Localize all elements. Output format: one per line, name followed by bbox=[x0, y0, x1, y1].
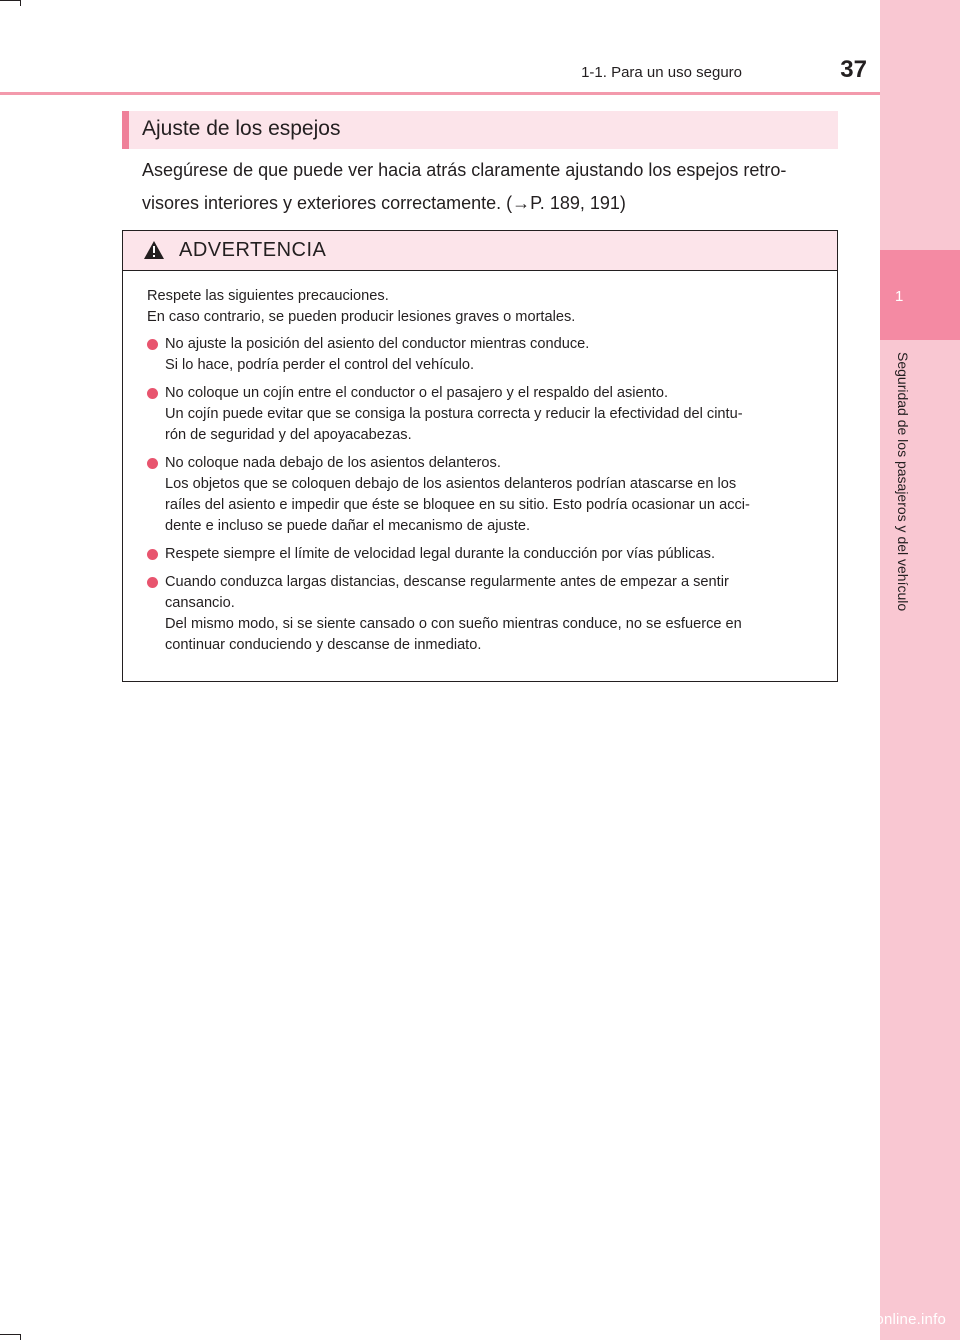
warning-intro-line: Respete las siguientes precauciones. bbox=[147, 288, 389, 304]
chapter-tab bbox=[880, 250, 960, 340]
warning-bullet bbox=[147, 572, 830, 656]
warning-bullet bbox=[147, 453, 830, 537]
bullet-line: Respete siempre el límite de velocidad legal durante la conducción por vías públicas. bbox=[165, 546, 716, 562]
chapter-title: Seguridad de los pasajeros y del vehículo bbox=[895, 352, 911, 612]
section-heading bbox=[122, 111, 838, 149]
intro-line: visores interiores y exteriores correctamente. (→P. 189, 191) bbox=[142, 193, 626, 213]
bullet-dot-icon bbox=[147, 388, 158, 399]
section-heading-bar bbox=[122, 111, 129, 149]
warning-body bbox=[147, 286, 830, 663]
side-band bbox=[880, 0, 960, 1340]
crop-mark bbox=[20, 1334, 21, 1340]
bullet-line: Los objetos que se coloquen debajo de los asientos delanteros podrían atascarse en los bbox=[165, 476, 737, 492]
bullet-line: Cuando conduzca largas distancias, descanse regularmente antes de empezar a sentir bbox=[165, 574, 729, 590]
page-number: 37 bbox=[840, 56, 867, 83]
section-title: Ajuste de los espejos bbox=[142, 117, 341, 140]
bullet-line: No ajuste la posición del asiento del conductor mientras conduce. bbox=[165, 336, 590, 352]
warning-title: ADVERTENCIA bbox=[179, 239, 327, 261]
bullet-dot-icon bbox=[147, 577, 158, 588]
warning-header bbox=[123, 231, 837, 271]
warning-triangle-icon bbox=[143, 240, 165, 260]
crop-mark bbox=[20, 0, 21, 6]
chapter-number: 1 bbox=[895, 288, 904, 305]
bullet-line: Si lo hace, podría perder el control del vehículo. bbox=[165, 357, 475, 373]
warning-bullet bbox=[147, 544, 830, 565]
crop-mark bbox=[0, 0, 20, 1]
warning-box bbox=[122, 230, 838, 682]
bullet-line: No coloque nada debajo de los asientos delanteros. bbox=[165, 455, 501, 471]
warning-intro bbox=[147, 286, 830, 328]
bullet-line: continuar conduciendo y descanse de inmediato. bbox=[165, 637, 482, 653]
bullet-dot-icon bbox=[147, 339, 158, 350]
crop-mark bbox=[0, 1334, 20, 1335]
bullet-line: raíles del asiento e impedir que éste se bloquee en su sitio. Esto podría ocasionar un acci- bbox=[165, 497, 750, 513]
bullet-line: No coloque un cojín entre el conductor o el pasajero y el respaldo del asiento. bbox=[165, 385, 668, 401]
bullet-line: cansancio. bbox=[165, 595, 235, 611]
bullet-line: Del mismo modo, si se siente cansado o con sueño mientras conduce, no se esfuerce en bbox=[165, 616, 742, 632]
bullet-line: rón de seguridad y del apoyacabezas. bbox=[165, 427, 412, 443]
bullet-line: dente e incluso se puede dañar el mecanismo de ajuste. bbox=[165, 518, 531, 534]
warning-bullet bbox=[147, 383, 830, 446]
watermark-text: carmanualsonline.info bbox=[795, 1311, 946, 1328]
header-rule bbox=[0, 92, 880, 95]
intro-line: Asegúrese de que puede ver hacia atrás claramente ajustando los espejos retro- bbox=[142, 160, 787, 180]
warning-bullet bbox=[147, 334, 830, 376]
header-section-title: 1-1. Para un uso seguro bbox=[581, 64, 742, 81]
warning-intro-line: En caso contrario, se pueden producir lesiones graves o mortales. bbox=[147, 309, 576, 325]
bullet-dot-icon bbox=[147, 458, 158, 469]
bullet-dot-icon bbox=[147, 549, 158, 560]
bullet-line: Un cojín puede evitar que se consiga la postura correcta y reducir la efectividad del cintu- bbox=[165, 406, 743, 422]
intro-paragraph bbox=[142, 154, 842, 220]
